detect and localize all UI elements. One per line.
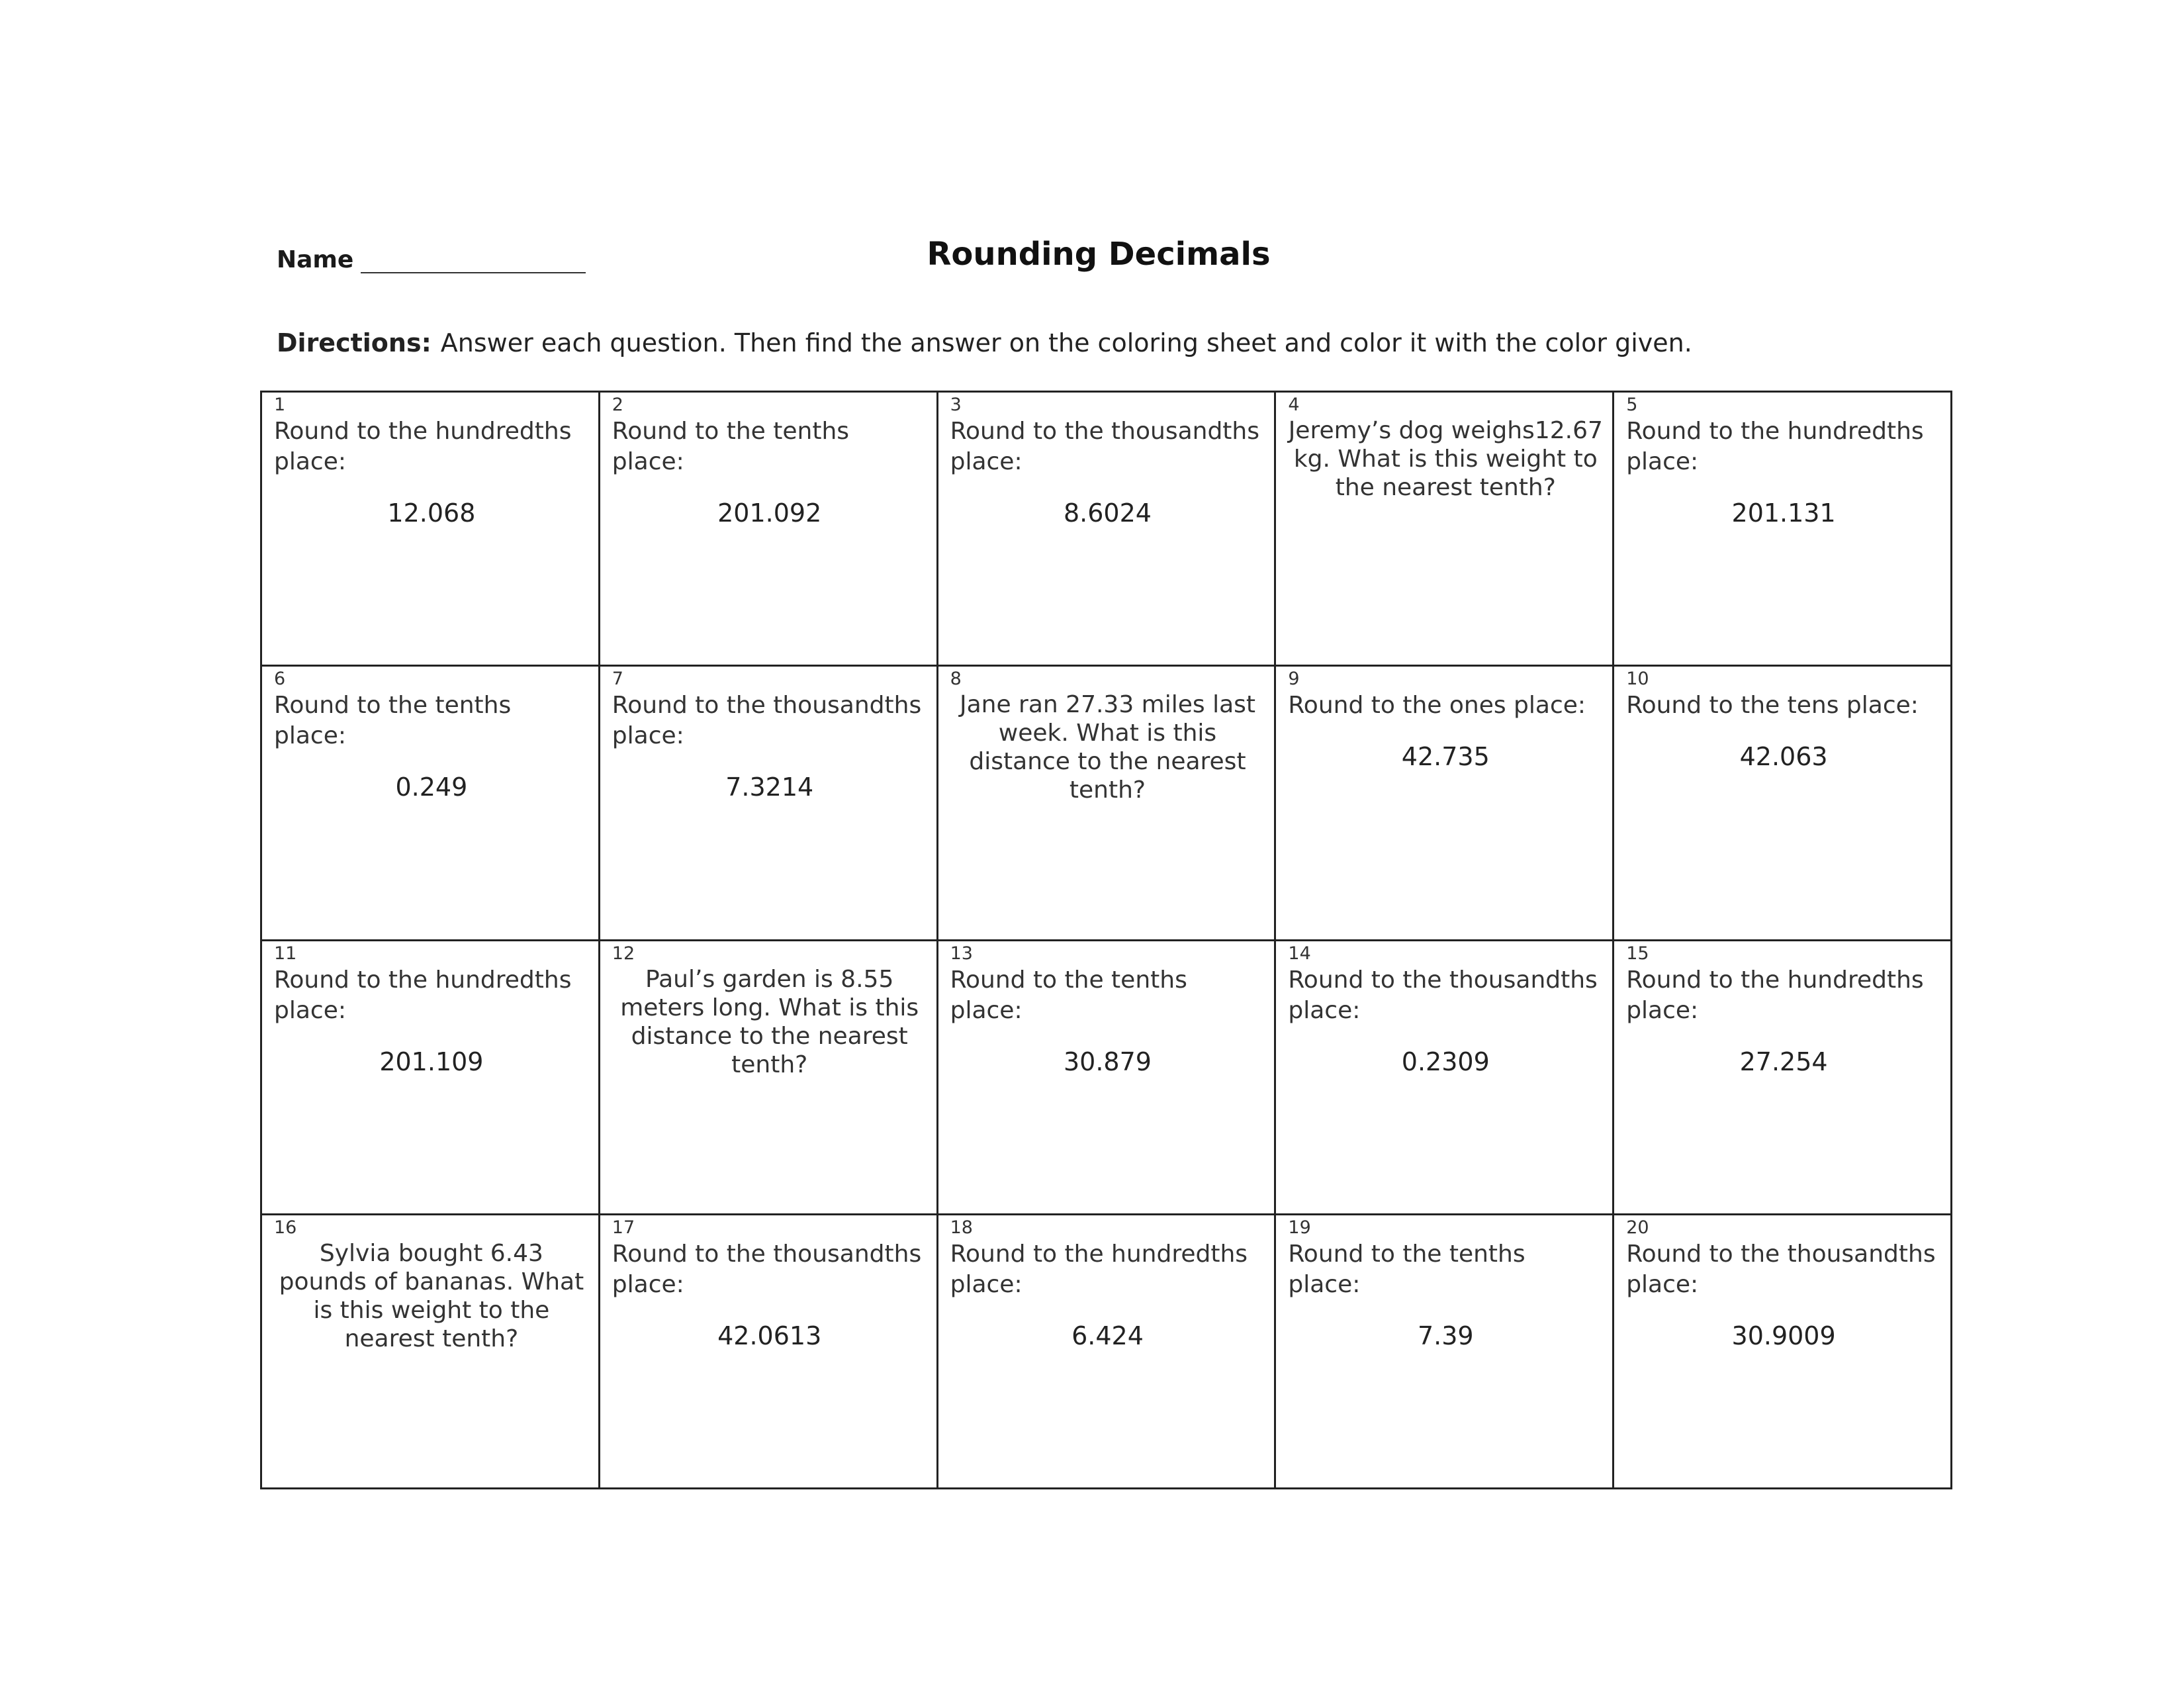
question-prompt: Round to the tenths place:: [1288, 1240, 1525, 1298]
question-prompt: Jane ran 27.33 miles last week. What is this distance to the nearest tenth?: [959, 691, 1256, 804]
question-cell: [938, 667, 1277, 941]
question-prompt: Round to the hundredths place:: [950, 1240, 1248, 1298]
question-prompt: Round to the tenths place:: [950, 966, 1187, 1024]
question-prompt: Round to the thousandths place:: [612, 1240, 922, 1298]
directions-text: Answer each question. Then find the answer on the coloring sheet and color it with the color given.: [440, 328, 1692, 357]
question-value: 7.3214: [725, 773, 814, 802]
question-prompt: Round to the thousandths place:: [1288, 966, 1598, 1024]
question-number: 19: [1288, 1217, 1311, 1238]
question-number: 14: [1288, 943, 1311, 964]
question-number: 1: [274, 395, 286, 415]
question-value: 30.9009: [1731, 1321, 1836, 1350]
question-number: 7: [612, 669, 623, 690]
question-value: 42.063: [1739, 742, 1828, 772]
question-value: 7.39: [1417, 1321, 1474, 1350]
question-number: 16: [274, 1217, 297, 1238]
question-cell: [600, 1215, 938, 1489]
question-number: 11: [274, 943, 297, 964]
name-blank-line: [361, 272, 586, 273]
question-prompt: Round to the hundredths place:: [1626, 418, 1924, 475]
question-cell: [262, 667, 600, 941]
question-value: 42.0613: [717, 1321, 822, 1350]
question-cell: [938, 393, 1277, 667]
question-value: 12.068: [387, 498, 476, 528]
question-prompt: Jeremy’s dog weighs12.67 kg. What is this weight to the nearest tenth?: [1288, 417, 1603, 501]
page-title: Rounding Decimals: [927, 236, 1271, 273]
question-prompt: Paul’s garden is 8.55 meters long. What is this distance to the nearest tenth?: [620, 965, 919, 1078]
question-number: 10: [1626, 669, 1649, 690]
question-cell: [1276, 1215, 1614, 1489]
question-cell: [1614, 667, 1952, 941]
question-value: 201.131: [1731, 498, 1836, 528]
question-cell: [1614, 393, 1952, 667]
question-cell: [262, 393, 600, 667]
question-cell: [262, 941, 600, 1215]
name-label: Name: [277, 246, 354, 273]
question-value: 201.092: [717, 498, 822, 528]
question-cell: [600, 941, 938, 1215]
question-cell: [1614, 1215, 1952, 1489]
question-number: 17: [612, 1217, 635, 1238]
question-cell: [1614, 941, 1952, 1215]
question-prompt: Round to the hundredths place:: [274, 966, 572, 1024]
question-number: 9: [1288, 669, 1300, 690]
question-value: 201.109: [379, 1047, 484, 1076]
question-value: 42.735: [1401, 742, 1490, 772]
question-number: 5: [1626, 395, 1638, 415]
question-prompt: Round to the ones place:: [1288, 692, 1586, 720]
question-number: 15: [1626, 943, 1649, 964]
question-prompt: Round to the tenths place:: [612, 418, 850, 475]
question-prompt: Round to the thousandths place:: [612, 692, 922, 750]
question-prompt: Sylvia bought 6.43 pounds of bananas. What is this weight to the nearest tenth?: [279, 1239, 584, 1352]
question-value: 0.249: [395, 773, 468, 802]
question-cell: [600, 667, 938, 941]
question-number: 12: [612, 943, 635, 964]
question-cell: [1276, 941, 1614, 1215]
question-value: 30.879: [1064, 1047, 1152, 1076]
question-cell: [1276, 393, 1614, 667]
question-cell: [1276, 667, 1614, 941]
question-number: 13: [950, 943, 973, 964]
question-value: 0.2309: [1401, 1047, 1490, 1076]
question-number: 3: [950, 395, 962, 415]
question-prompt: Round to the thousandths place:: [1626, 1240, 1936, 1298]
question-grid: [260, 391, 1952, 1489]
question-cell: [938, 941, 1277, 1215]
question-prompt: Round to the thousandths place:: [950, 418, 1259, 475]
question-cell: [262, 1215, 600, 1489]
question-number: 20: [1626, 1217, 1649, 1238]
question-number: 8: [950, 669, 962, 690]
question-cell: [938, 1215, 1277, 1489]
directions: [277, 328, 1692, 357]
question-number: 6: [274, 669, 286, 690]
question-value: 8.6024: [1064, 498, 1152, 528]
question-value: 6.424: [1071, 1321, 1144, 1350]
question-cell: [600, 393, 938, 667]
question-value: 27.254: [1739, 1047, 1828, 1076]
question-prompt: Round to the tens place:: [1626, 692, 1919, 720]
question-number: 2: [612, 395, 623, 415]
question-prompt: Round to the hundredths place:: [1626, 966, 1924, 1024]
question-number: 18: [950, 1217, 973, 1238]
question-prompt: Round to the tenths place:: [274, 692, 512, 750]
directions-label: Directions:: [277, 328, 432, 357]
question-number: 4: [1288, 395, 1300, 415]
question-prompt: Round to the hundredths place:: [274, 418, 572, 475]
